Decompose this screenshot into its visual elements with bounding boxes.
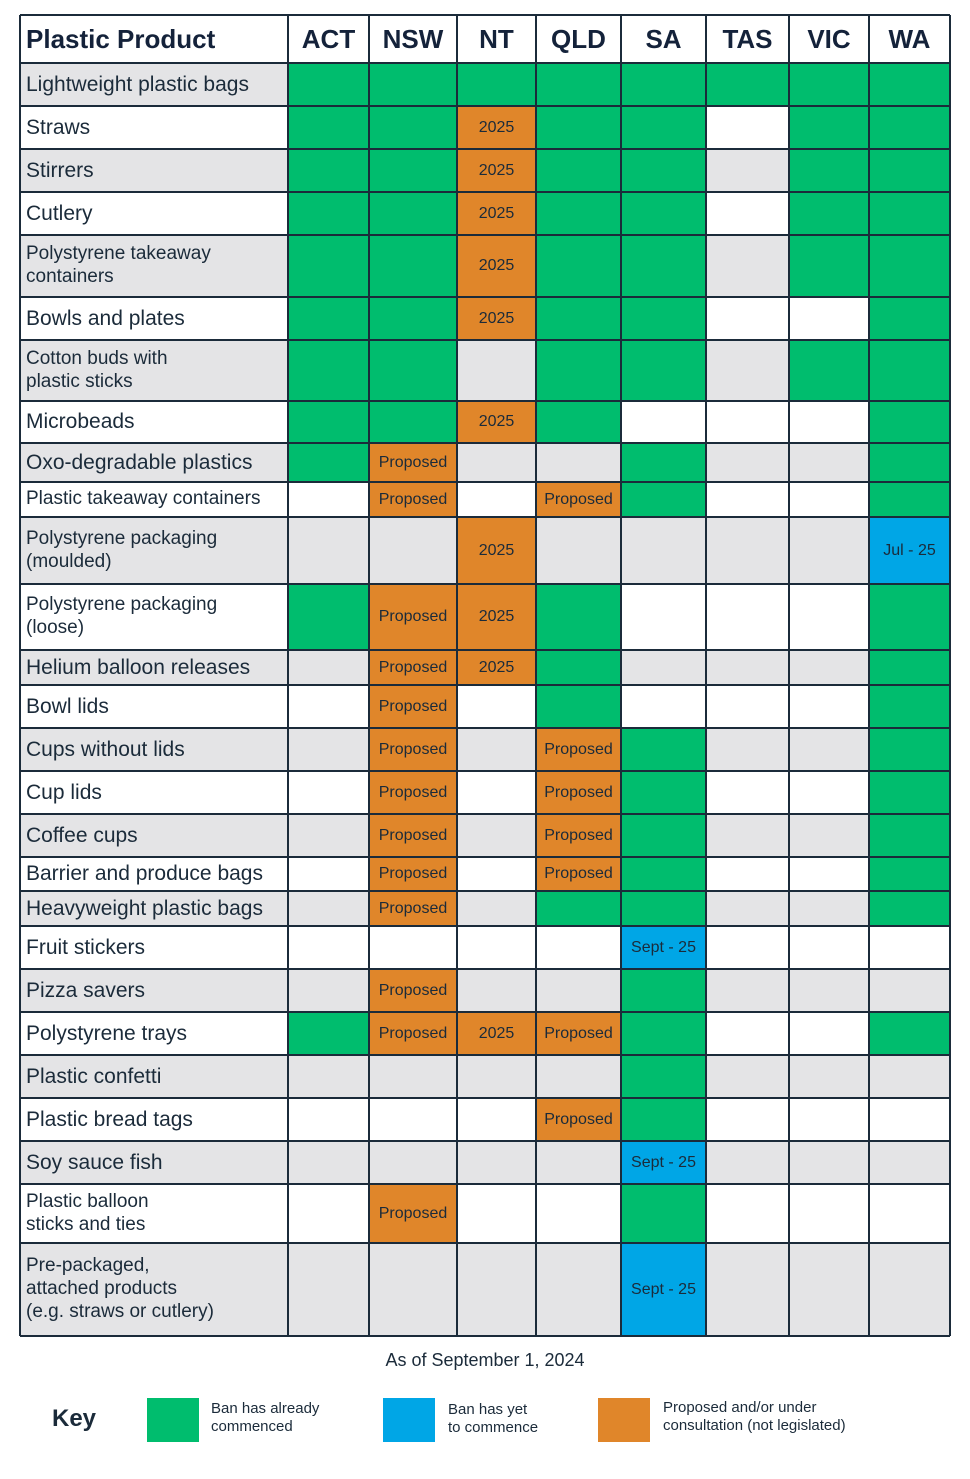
status-cell: Proposed bbox=[369, 1012, 457, 1055]
grid-line bbox=[368, 15, 370, 1336]
status-cell bbox=[789, 969, 869, 1012]
grid-line bbox=[20, 925, 950, 927]
status-cell bbox=[706, 1055, 789, 1098]
status-cell: 2025 bbox=[457, 650, 536, 685]
status-cell bbox=[789, 926, 869, 969]
product-label: Cups without lids bbox=[20, 728, 288, 771]
status-cell bbox=[457, 443, 536, 482]
status-cell bbox=[869, 891, 950, 926]
status-cell bbox=[621, 891, 706, 926]
product-label: Heavyweight plastic bags bbox=[20, 891, 288, 926]
status-cell bbox=[369, 926, 457, 969]
status-cell: Proposed bbox=[369, 1184, 457, 1243]
status-cell bbox=[789, 584, 869, 650]
status-cell bbox=[288, 584, 369, 650]
grid-line bbox=[19, 15, 21, 1336]
status-cell bbox=[457, 685, 536, 728]
header-state: TAS bbox=[722, 23, 773, 54]
product-label: Plastic confetti bbox=[20, 1055, 288, 1098]
status-cell bbox=[706, 297, 789, 340]
status-cell bbox=[288, 235, 369, 297]
status-cell bbox=[288, 685, 369, 728]
status-cell bbox=[536, 1055, 621, 1098]
status-cell bbox=[457, 1098, 536, 1141]
product-label: Polystyrene packaging (loose) bbox=[20, 584, 288, 650]
status-cell bbox=[288, 340, 369, 401]
status-cell bbox=[536, 685, 621, 728]
grid-line bbox=[20, 516, 950, 518]
status-cell bbox=[536, 891, 621, 926]
status-cell bbox=[621, 149, 706, 192]
header-state: WA bbox=[888, 23, 931, 54]
status-cell bbox=[288, 771, 369, 814]
status-cell bbox=[288, 401, 369, 443]
status-cell bbox=[457, 814, 536, 857]
status-cell: Sept - 25 bbox=[621, 926, 706, 969]
status-cell bbox=[789, 814, 869, 857]
status-cell bbox=[457, 728, 536, 771]
product-label: Fruit stickers bbox=[20, 926, 288, 969]
status-cell bbox=[869, 969, 950, 1012]
status-cell bbox=[869, 192, 950, 235]
status-cell bbox=[706, 149, 789, 192]
key-label-proposed: Proposed and/or under consultation (not legislated) bbox=[663, 1399, 846, 1434]
status-cell bbox=[288, 443, 369, 482]
product-label: Plastic balloon sticks and ties bbox=[20, 1184, 288, 1243]
status-cell bbox=[369, 340, 457, 401]
key-label-yet: Ban has yet to commence bbox=[448, 1401, 539, 1436]
product-label: Microbeads bbox=[20, 401, 288, 443]
status-cell bbox=[706, 771, 789, 814]
status-cell bbox=[288, 891, 369, 926]
grid-line bbox=[20, 968, 950, 970]
grid-line bbox=[20, 1097, 950, 1099]
status-cell bbox=[288, 650, 369, 685]
status-cell bbox=[869, 482, 950, 517]
status-cell bbox=[369, 192, 457, 235]
status-cell bbox=[288, 106, 369, 149]
product-label: Cup lids bbox=[20, 771, 288, 814]
grid-line bbox=[20, 481, 950, 483]
status-cell bbox=[369, 401, 457, 443]
status-cell bbox=[706, 1098, 789, 1141]
status-cell bbox=[536, 443, 621, 482]
status-cell: Proposed bbox=[536, 482, 621, 517]
status-cell bbox=[369, 1098, 457, 1141]
status-cell bbox=[621, 771, 706, 814]
status-cell bbox=[369, 106, 457, 149]
grid-line bbox=[20, 770, 950, 772]
grid-line bbox=[20, 1140, 950, 1142]
status-cell bbox=[869, 297, 950, 340]
status-cell bbox=[706, 1141, 789, 1184]
status-cell bbox=[536, 149, 621, 192]
grid-line bbox=[20, 442, 950, 444]
product-label: Oxo-degradable plastics bbox=[20, 443, 288, 482]
status-cell bbox=[789, 1012, 869, 1055]
status-cell bbox=[621, 584, 706, 650]
status-cell: Proposed bbox=[369, 891, 457, 926]
status-cell bbox=[288, 857, 369, 891]
status-cell bbox=[457, 891, 536, 926]
status-cell bbox=[457, 1141, 536, 1184]
status-cell: Proposed bbox=[369, 482, 457, 517]
header-product: Plastic Product bbox=[26, 23, 216, 54]
status-cell bbox=[621, 297, 706, 340]
grid-line bbox=[868, 15, 870, 1336]
grid-line bbox=[456, 15, 458, 1336]
status-cell bbox=[869, 1012, 950, 1055]
status-cell bbox=[706, 63, 789, 106]
status-cell bbox=[288, 728, 369, 771]
status-cell bbox=[457, 969, 536, 1012]
status-cell bbox=[789, 1141, 869, 1184]
grid-line bbox=[705, 15, 707, 1336]
grid-line bbox=[20, 1183, 950, 1185]
product-label: Soy sauce fish bbox=[20, 1141, 288, 1184]
status-cell bbox=[869, 1055, 950, 1098]
status-cell bbox=[706, 891, 789, 926]
status-cell bbox=[869, 771, 950, 814]
key-title: Key bbox=[52, 1405, 97, 1432]
status-cell bbox=[789, 1184, 869, 1243]
status-cell bbox=[536, 401, 621, 443]
status-cell bbox=[706, 1184, 789, 1243]
grid-line bbox=[20, 296, 950, 298]
status-cell bbox=[789, 235, 869, 297]
grid-line bbox=[20, 1335, 950, 1337]
status-cell: 2025 bbox=[457, 517, 536, 584]
grid-line bbox=[20, 400, 950, 402]
status-cell bbox=[288, 969, 369, 1012]
status-cell bbox=[706, 401, 789, 443]
key-label-banned: Ban has already commenced bbox=[211, 1400, 320, 1435]
status-cell: Proposed bbox=[369, 857, 457, 891]
status-cell bbox=[536, 297, 621, 340]
product-label: Coffee cups bbox=[20, 814, 288, 857]
status-cell bbox=[869, 685, 950, 728]
product-label: Polystyrene takeaway containers bbox=[20, 235, 288, 297]
status-cell bbox=[789, 1055, 869, 1098]
status-cell bbox=[369, 1055, 457, 1098]
status-cell bbox=[706, 482, 789, 517]
key-swatch-banned bbox=[147, 1398, 199, 1442]
grid-line bbox=[20, 684, 950, 686]
grid-line bbox=[20, 105, 950, 107]
status-cell bbox=[706, 235, 789, 297]
status-cell bbox=[706, 926, 789, 969]
status-cell bbox=[288, 926, 369, 969]
grid-line bbox=[20, 1054, 950, 1056]
status-cell bbox=[536, 63, 621, 106]
status-cell bbox=[789, 517, 869, 584]
grid-line bbox=[20, 856, 950, 858]
grid-line bbox=[20, 148, 950, 150]
status-cell bbox=[369, 149, 457, 192]
status-cell bbox=[288, 1184, 369, 1243]
status-cell bbox=[457, 1055, 536, 1098]
grid-line bbox=[20, 727, 950, 729]
status-cell bbox=[457, 340, 536, 401]
status-cell bbox=[457, 1243, 536, 1336]
status-cell: Proposed bbox=[536, 1098, 621, 1141]
status-cell bbox=[621, 340, 706, 401]
status-cell bbox=[789, 106, 869, 149]
grid-line bbox=[20, 1011, 950, 1013]
status-cell bbox=[536, 650, 621, 685]
status-cell bbox=[706, 443, 789, 482]
status-cell bbox=[869, 1184, 950, 1243]
status-cell bbox=[621, 814, 706, 857]
status-cell bbox=[869, 340, 950, 401]
status-cell bbox=[457, 926, 536, 969]
status-cell bbox=[457, 482, 536, 517]
status-cell bbox=[536, 969, 621, 1012]
product-label: Straws bbox=[20, 106, 288, 149]
status-cell bbox=[621, 235, 706, 297]
status-cell: Proposed bbox=[536, 1012, 621, 1055]
status-cell: Sept - 25 bbox=[621, 1243, 706, 1336]
status-cell bbox=[869, 814, 950, 857]
header-state: NSW bbox=[382, 23, 444, 54]
status-cell: Sept - 25 bbox=[621, 1141, 706, 1184]
grid-line bbox=[620, 15, 622, 1336]
product-label: Polystyrene packaging (moulded) bbox=[20, 517, 288, 584]
status-cell bbox=[621, 685, 706, 728]
status-cell bbox=[621, 63, 706, 106]
status-cell bbox=[536, 235, 621, 297]
status-cell bbox=[369, 1141, 457, 1184]
status-cell bbox=[457, 857, 536, 891]
status-cell bbox=[789, 771, 869, 814]
status-cell bbox=[869, 106, 950, 149]
status-cell bbox=[869, 235, 950, 297]
status-cell bbox=[869, 650, 950, 685]
status-cell bbox=[288, 482, 369, 517]
status-cell bbox=[369, 1243, 457, 1336]
status-cell bbox=[789, 650, 869, 685]
status-cell bbox=[621, 517, 706, 584]
grid-line bbox=[788, 15, 790, 1336]
status-cell bbox=[869, 857, 950, 891]
status-cell bbox=[288, 297, 369, 340]
status-cell bbox=[536, 584, 621, 650]
grid-line bbox=[535, 15, 537, 1336]
grid-line bbox=[20, 234, 950, 236]
status-cell bbox=[869, 1098, 950, 1141]
product-label: Plastic bread tags bbox=[20, 1098, 288, 1141]
status-cell bbox=[621, 1055, 706, 1098]
status-cell bbox=[706, 857, 789, 891]
status-cell bbox=[789, 401, 869, 443]
product-label: Helium balloon releases bbox=[20, 650, 288, 685]
status-cell bbox=[369, 517, 457, 584]
status-cell bbox=[789, 685, 869, 728]
key-swatch-yet bbox=[383, 1398, 435, 1442]
status-cell bbox=[869, 1243, 950, 1336]
status-cell bbox=[706, 106, 789, 149]
status-cell bbox=[789, 443, 869, 482]
product-label: Plastic takeaway containers bbox=[20, 482, 288, 517]
status-cell bbox=[789, 1098, 869, 1141]
product-label: Cotton buds with plastic sticks bbox=[20, 340, 288, 401]
status-cell bbox=[536, 106, 621, 149]
status-cell bbox=[706, 969, 789, 1012]
status-cell bbox=[536, 192, 621, 235]
status-cell bbox=[706, 650, 789, 685]
status-cell bbox=[789, 192, 869, 235]
status-cell bbox=[536, 517, 621, 584]
grid-line bbox=[287, 15, 289, 1336]
status-cell bbox=[789, 728, 869, 771]
product-label: Bowls and plates bbox=[20, 297, 288, 340]
status-cell bbox=[536, 926, 621, 969]
status-cell bbox=[869, 443, 950, 482]
status-cell bbox=[536, 340, 621, 401]
status-cell bbox=[288, 814, 369, 857]
status-cell bbox=[789, 149, 869, 192]
grid-line bbox=[949, 15, 951, 1336]
header-state: NT bbox=[479, 23, 514, 54]
status-cell: Proposed bbox=[369, 728, 457, 771]
status-cell: 2025 bbox=[457, 235, 536, 297]
status-cell bbox=[706, 728, 789, 771]
status-cell bbox=[789, 63, 869, 106]
status-cell bbox=[536, 1141, 621, 1184]
status-cell bbox=[288, 149, 369, 192]
grid-line bbox=[20, 191, 950, 193]
status-cell: Proposed bbox=[536, 728, 621, 771]
status-cell bbox=[789, 1243, 869, 1336]
status-cell bbox=[621, 728, 706, 771]
status-cell: Proposed bbox=[369, 443, 457, 482]
status-cell bbox=[369, 297, 457, 340]
status-cell bbox=[288, 1141, 369, 1184]
status-cell: Proposed bbox=[369, 814, 457, 857]
status-cell: 2025 bbox=[457, 297, 536, 340]
status-cell: Proposed bbox=[369, 584, 457, 650]
status-cell bbox=[706, 517, 789, 584]
status-cell: 2025 bbox=[457, 401, 536, 443]
status-cell bbox=[706, 814, 789, 857]
product-label: Lightweight plastic bags bbox=[20, 63, 288, 106]
grid-line bbox=[20, 14, 950, 16]
product-label: Pre-packaged, attached products (e.g. straws or cutlery) bbox=[20, 1243, 288, 1336]
status-cell bbox=[621, 650, 706, 685]
status-cell bbox=[869, 149, 950, 192]
status-cell: Proposed bbox=[369, 969, 457, 1012]
status-cell bbox=[457, 1184, 536, 1243]
status-cell bbox=[369, 63, 457, 106]
status-cell bbox=[869, 584, 950, 650]
status-cell: Proposed bbox=[369, 685, 457, 728]
status-cell bbox=[706, 685, 789, 728]
status-cell bbox=[869, 1141, 950, 1184]
grid-line bbox=[20, 649, 950, 651]
status-cell: Proposed bbox=[369, 771, 457, 814]
status-cell bbox=[706, 340, 789, 401]
status-cell: Proposed bbox=[536, 857, 621, 891]
product-label: Pizza savers bbox=[20, 969, 288, 1012]
status-cell bbox=[536, 1184, 621, 1243]
grid-line bbox=[20, 583, 950, 585]
status-cell bbox=[789, 857, 869, 891]
status-cell: 2025 bbox=[457, 1012, 536, 1055]
status-cell bbox=[706, 1243, 789, 1336]
status-cell bbox=[621, 106, 706, 149]
status-cell bbox=[621, 857, 706, 891]
status-cell: Proposed bbox=[369, 650, 457, 685]
header-state: ACT bbox=[301, 23, 356, 54]
status-cell bbox=[288, 1243, 369, 1336]
status-cell bbox=[621, 1184, 706, 1243]
status-cell bbox=[706, 584, 789, 650]
grid-line bbox=[20, 339, 950, 341]
status-cell bbox=[621, 443, 706, 482]
product-label: Cutlery bbox=[20, 192, 288, 235]
status-cell: Proposed bbox=[536, 814, 621, 857]
status-cell: 2025 bbox=[457, 106, 536, 149]
status-cell bbox=[288, 63, 369, 106]
status-cell bbox=[288, 1012, 369, 1055]
status-cell bbox=[288, 1055, 369, 1098]
status-cell bbox=[621, 482, 706, 517]
status-cell: 2025 bbox=[457, 584, 536, 650]
product-label: Stirrers bbox=[20, 149, 288, 192]
status-cell bbox=[621, 192, 706, 235]
header-state: SA bbox=[645, 23, 682, 54]
status-cell: 2025 bbox=[457, 149, 536, 192]
grid-line bbox=[20, 813, 950, 815]
status-cell bbox=[457, 771, 536, 814]
status-cell bbox=[621, 401, 706, 443]
status-cell: Proposed bbox=[536, 771, 621, 814]
header-state: QLD bbox=[551, 23, 606, 54]
product-label: Polystyrene trays bbox=[20, 1012, 288, 1055]
grid-line bbox=[20, 1242, 950, 1244]
product-label: Bowl lids bbox=[20, 685, 288, 728]
status-cell bbox=[536, 1243, 621, 1336]
status-cell bbox=[288, 1098, 369, 1141]
status-cell bbox=[789, 340, 869, 401]
header-state: VIC bbox=[807, 23, 851, 54]
status-cell bbox=[869, 728, 950, 771]
status-cell bbox=[789, 891, 869, 926]
status-cell bbox=[621, 969, 706, 1012]
status-cell bbox=[706, 192, 789, 235]
grid-line bbox=[20, 62, 950, 64]
status-cell bbox=[288, 517, 369, 584]
status-cell bbox=[869, 926, 950, 969]
status-cell bbox=[706, 1012, 789, 1055]
product-label: Barrier and produce bags bbox=[20, 857, 288, 891]
status-cell bbox=[288, 192, 369, 235]
key-swatch-proposed bbox=[598, 1398, 650, 1442]
status-cell bbox=[621, 1012, 706, 1055]
status-cell bbox=[789, 482, 869, 517]
status-cell bbox=[789, 297, 869, 340]
status-cell bbox=[369, 235, 457, 297]
status-cell bbox=[869, 63, 950, 106]
status-cell bbox=[457, 63, 536, 106]
grid-line bbox=[20, 890, 950, 892]
as-of-date: As of September 1, 2024 bbox=[385, 1350, 585, 1370]
status-cell bbox=[621, 1098, 706, 1141]
status-cell bbox=[869, 401, 950, 443]
status-cell: 2025 bbox=[457, 192, 536, 235]
status-cell: Jul - 25 bbox=[869, 517, 950, 584]
